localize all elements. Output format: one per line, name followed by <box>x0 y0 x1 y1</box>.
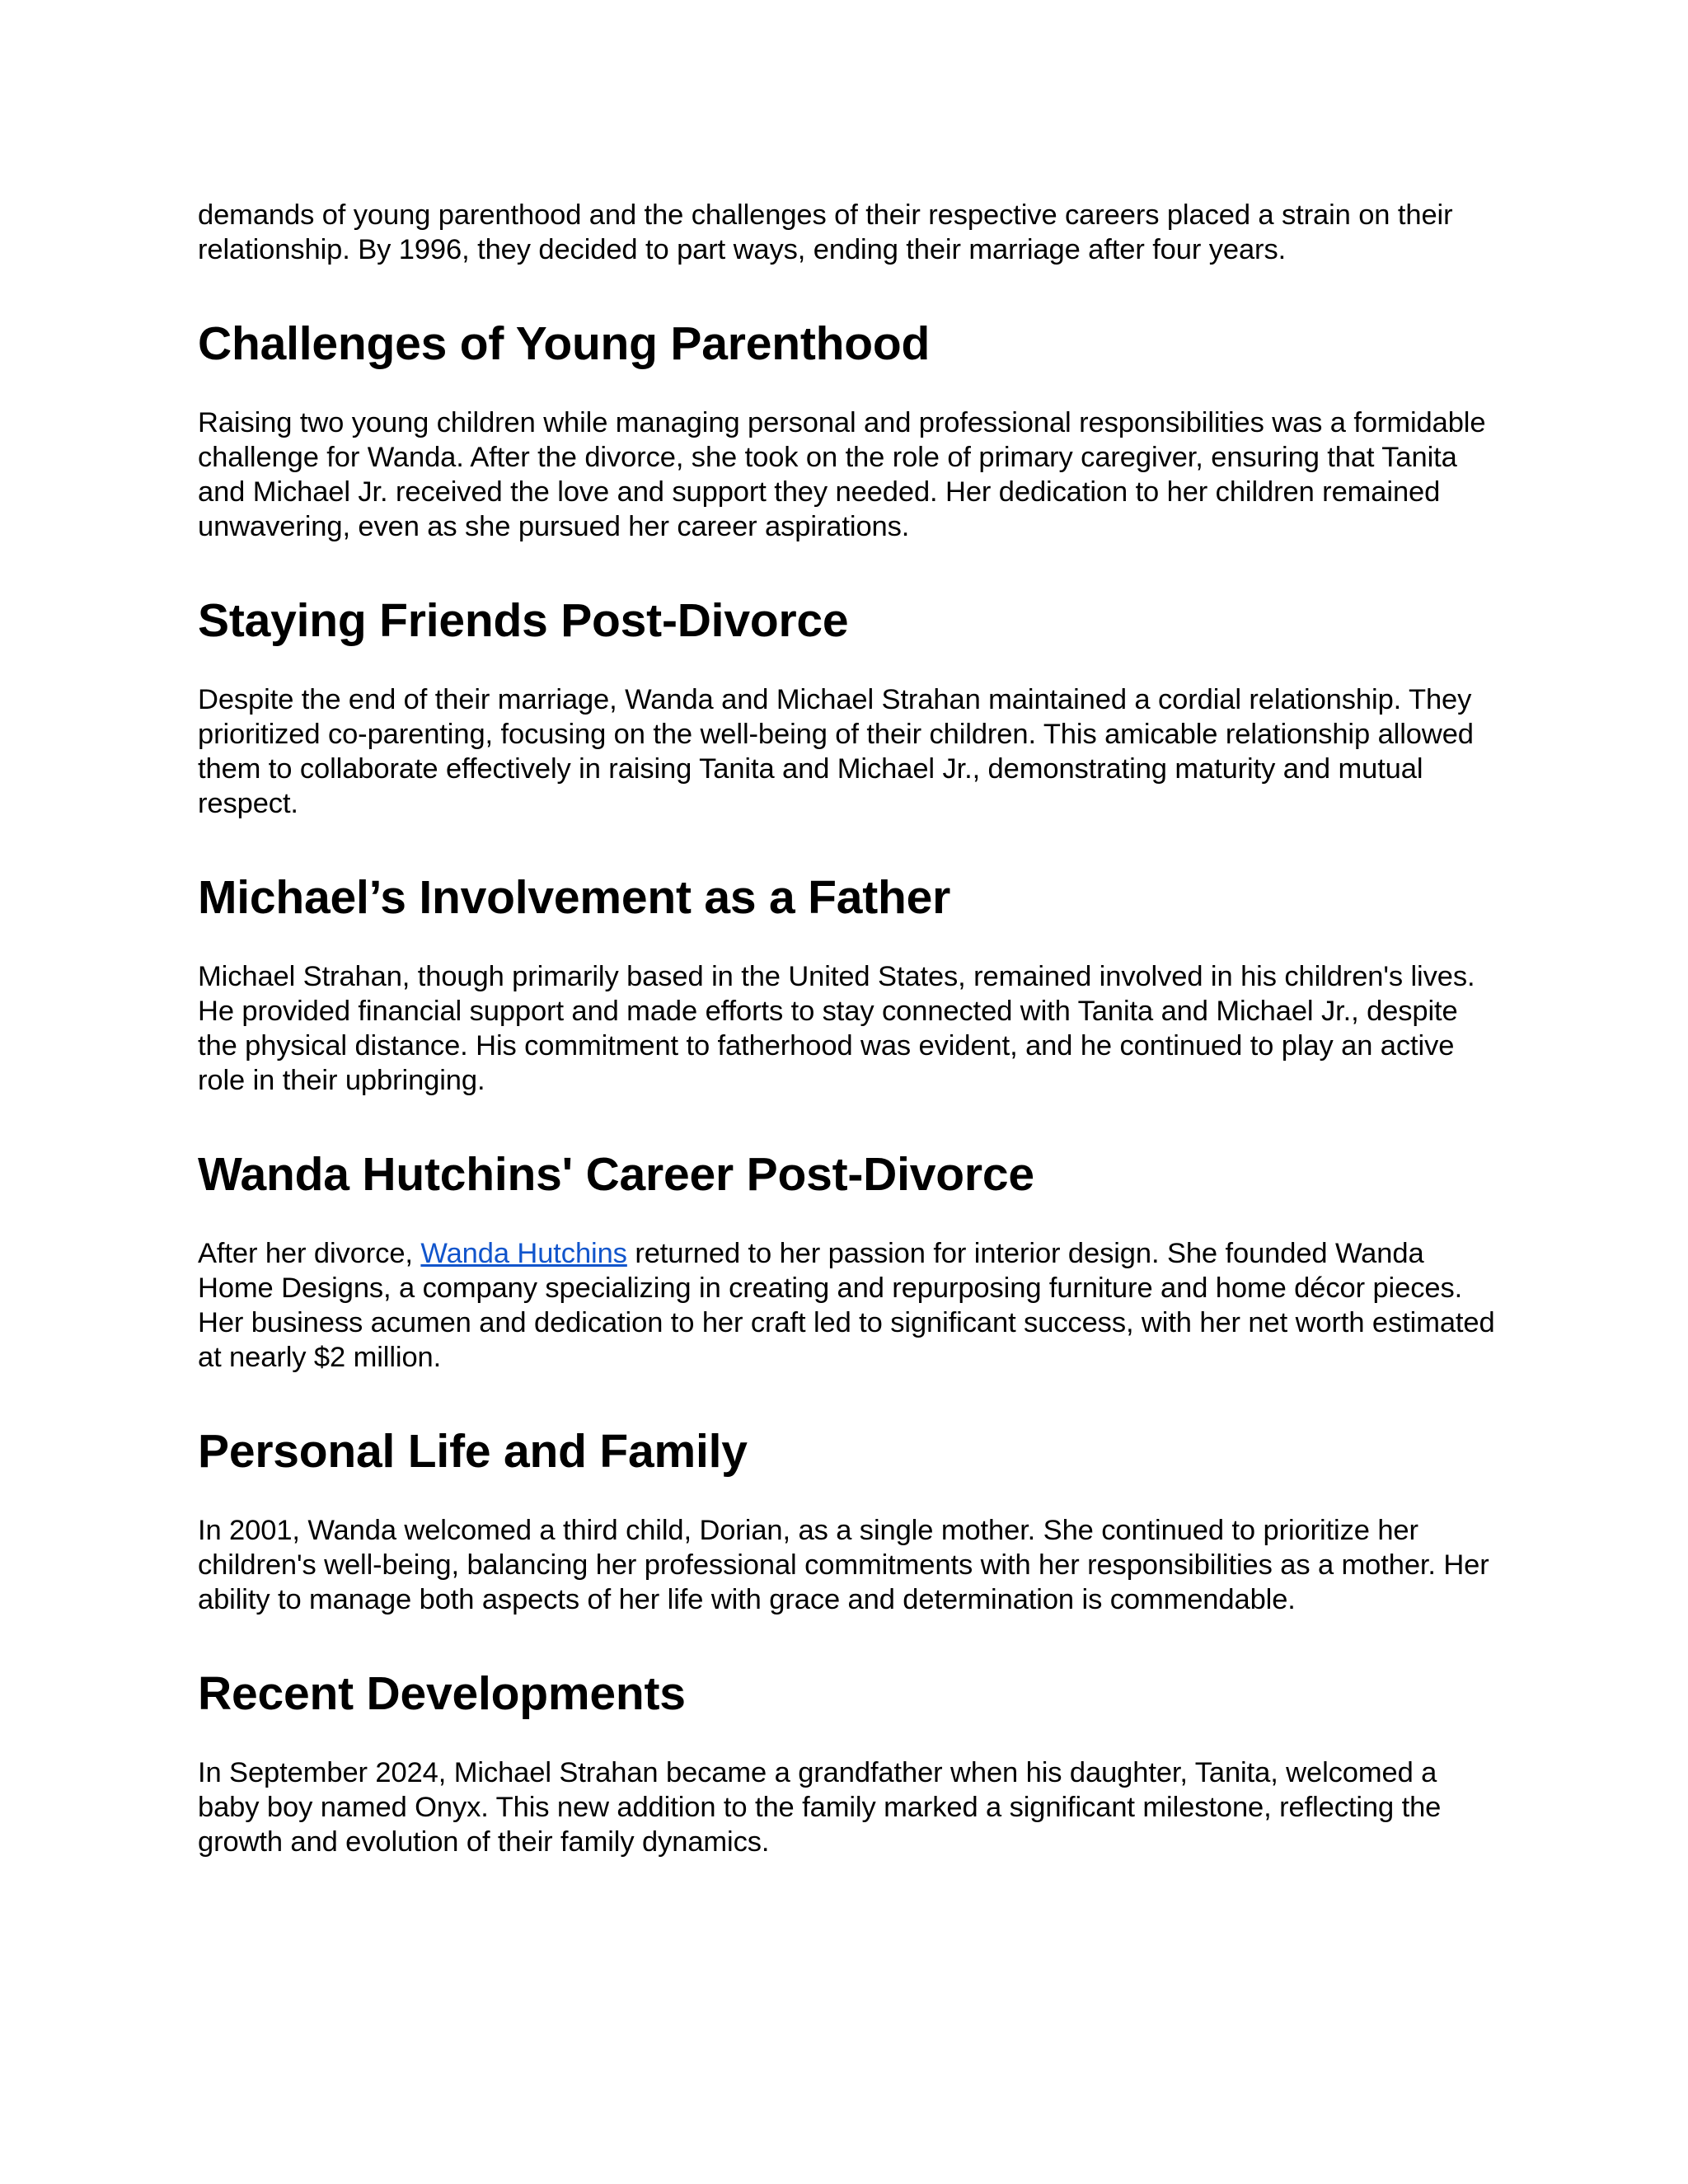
article-body <box>198 198 1500 1859</box>
intro-paragraph: demands of young parenthood and the challenges of their respective careers placed a strain on their relationship. By 1996, they decided to part ways, ending their marriage after four years. <box>198 199 1453 265</box>
paragraph-challenges-of-young-parenthood: Raising two young children while managing personal and professional responsibilities was a formidable challenge for Wanda. After the divorce, she took on the role of primary caregiver, ensuring that Tanita and Michael Jr. received the love and support they needed. Her dedication to her children remained unwavering, even as she pursued her career aspirations. <box>198 407 1486 542</box>
heading-personal-life-and-family: Personal Life and Family <box>198 1425 748 1478</box>
paragraph-text-after-link: returned to her passion for interior design. She founded Wanda Home Designs, a company specializing in creating and repurposing furniture and home décor pieces. Her business acumen and dedication to her craft led to significant success, with her net worth estimated at nearly $2 million. <box>198 1238 1495 1373</box>
heading-wanda-hutchins-career-post-divorce: Wanda Hutchins' Career Post-Divorce <box>198 1148 1034 1201</box>
paragraph-staying-friends-post-divorce: Despite the end of their marriage, Wanda and Michael Strahan maintained a cordial relationship. They prioritized co-parenting, focusing on the well-being of their children. This amicable relationship allowed them to collaborate effectively in raising Tanita and Michael Jr., demonstrating maturity and mutual respect. <box>198 684 1474 819</box>
paragraph-wanda-hutchins-career-post-divorce <box>198 1236 1500 1375</box>
paragraph-text-before-link: After her divorce, <box>198 1238 421 1269</box>
heading-challenges-of-young-parenthood: Challenges of Young Parenthood <box>198 317 931 370</box>
heading-michaels-involvement-as-a-father: Michael’s Involvement as a Father <box>198 871 951 924</box>
heading-staying-friends-post-divorce: Staying Friends Post-Divorce <box>198 594 849 647</box>
paragraph-recent-developments: In September 2024, Michael Strahan became a grandfather when his daughter, Tanita, welcomed a baby boy named Onyx. This new addition to the family marked a significant milestone, reflecting the growth and evolution of their family dynamics. <box>198 1757 1442 1858</box>
paragraph-michaels-involvement-as-a-father: Michael Strahan, though primarily based in the United States, remained involved in his children's lives. He provided financial support and made efforts to stay connected with Tanita and Michael Jr., despite the physical distance. His commitment to fatherhood was evident, and he continued to play an active role in their upbringing. <box>198 961 1475 1096</box>
paragraph-personal-life-and-family: In 2001, Wanda welcomed a third child, Dorian, as a single mother. She continued to prioritize her children's well-being, balancing her professional commitments with her responsibilities as a mother. Her ability to manage both aspects of her life with grace and determination is commendable. <box>198 1515 1489 1615</box>
wanda-hutchins-link[interactable]: Wanda Hutchins <box>420 1238 627 1269</box>
heading-recent-developments: Recent Developments <box>198 1667 686 1720</box>
